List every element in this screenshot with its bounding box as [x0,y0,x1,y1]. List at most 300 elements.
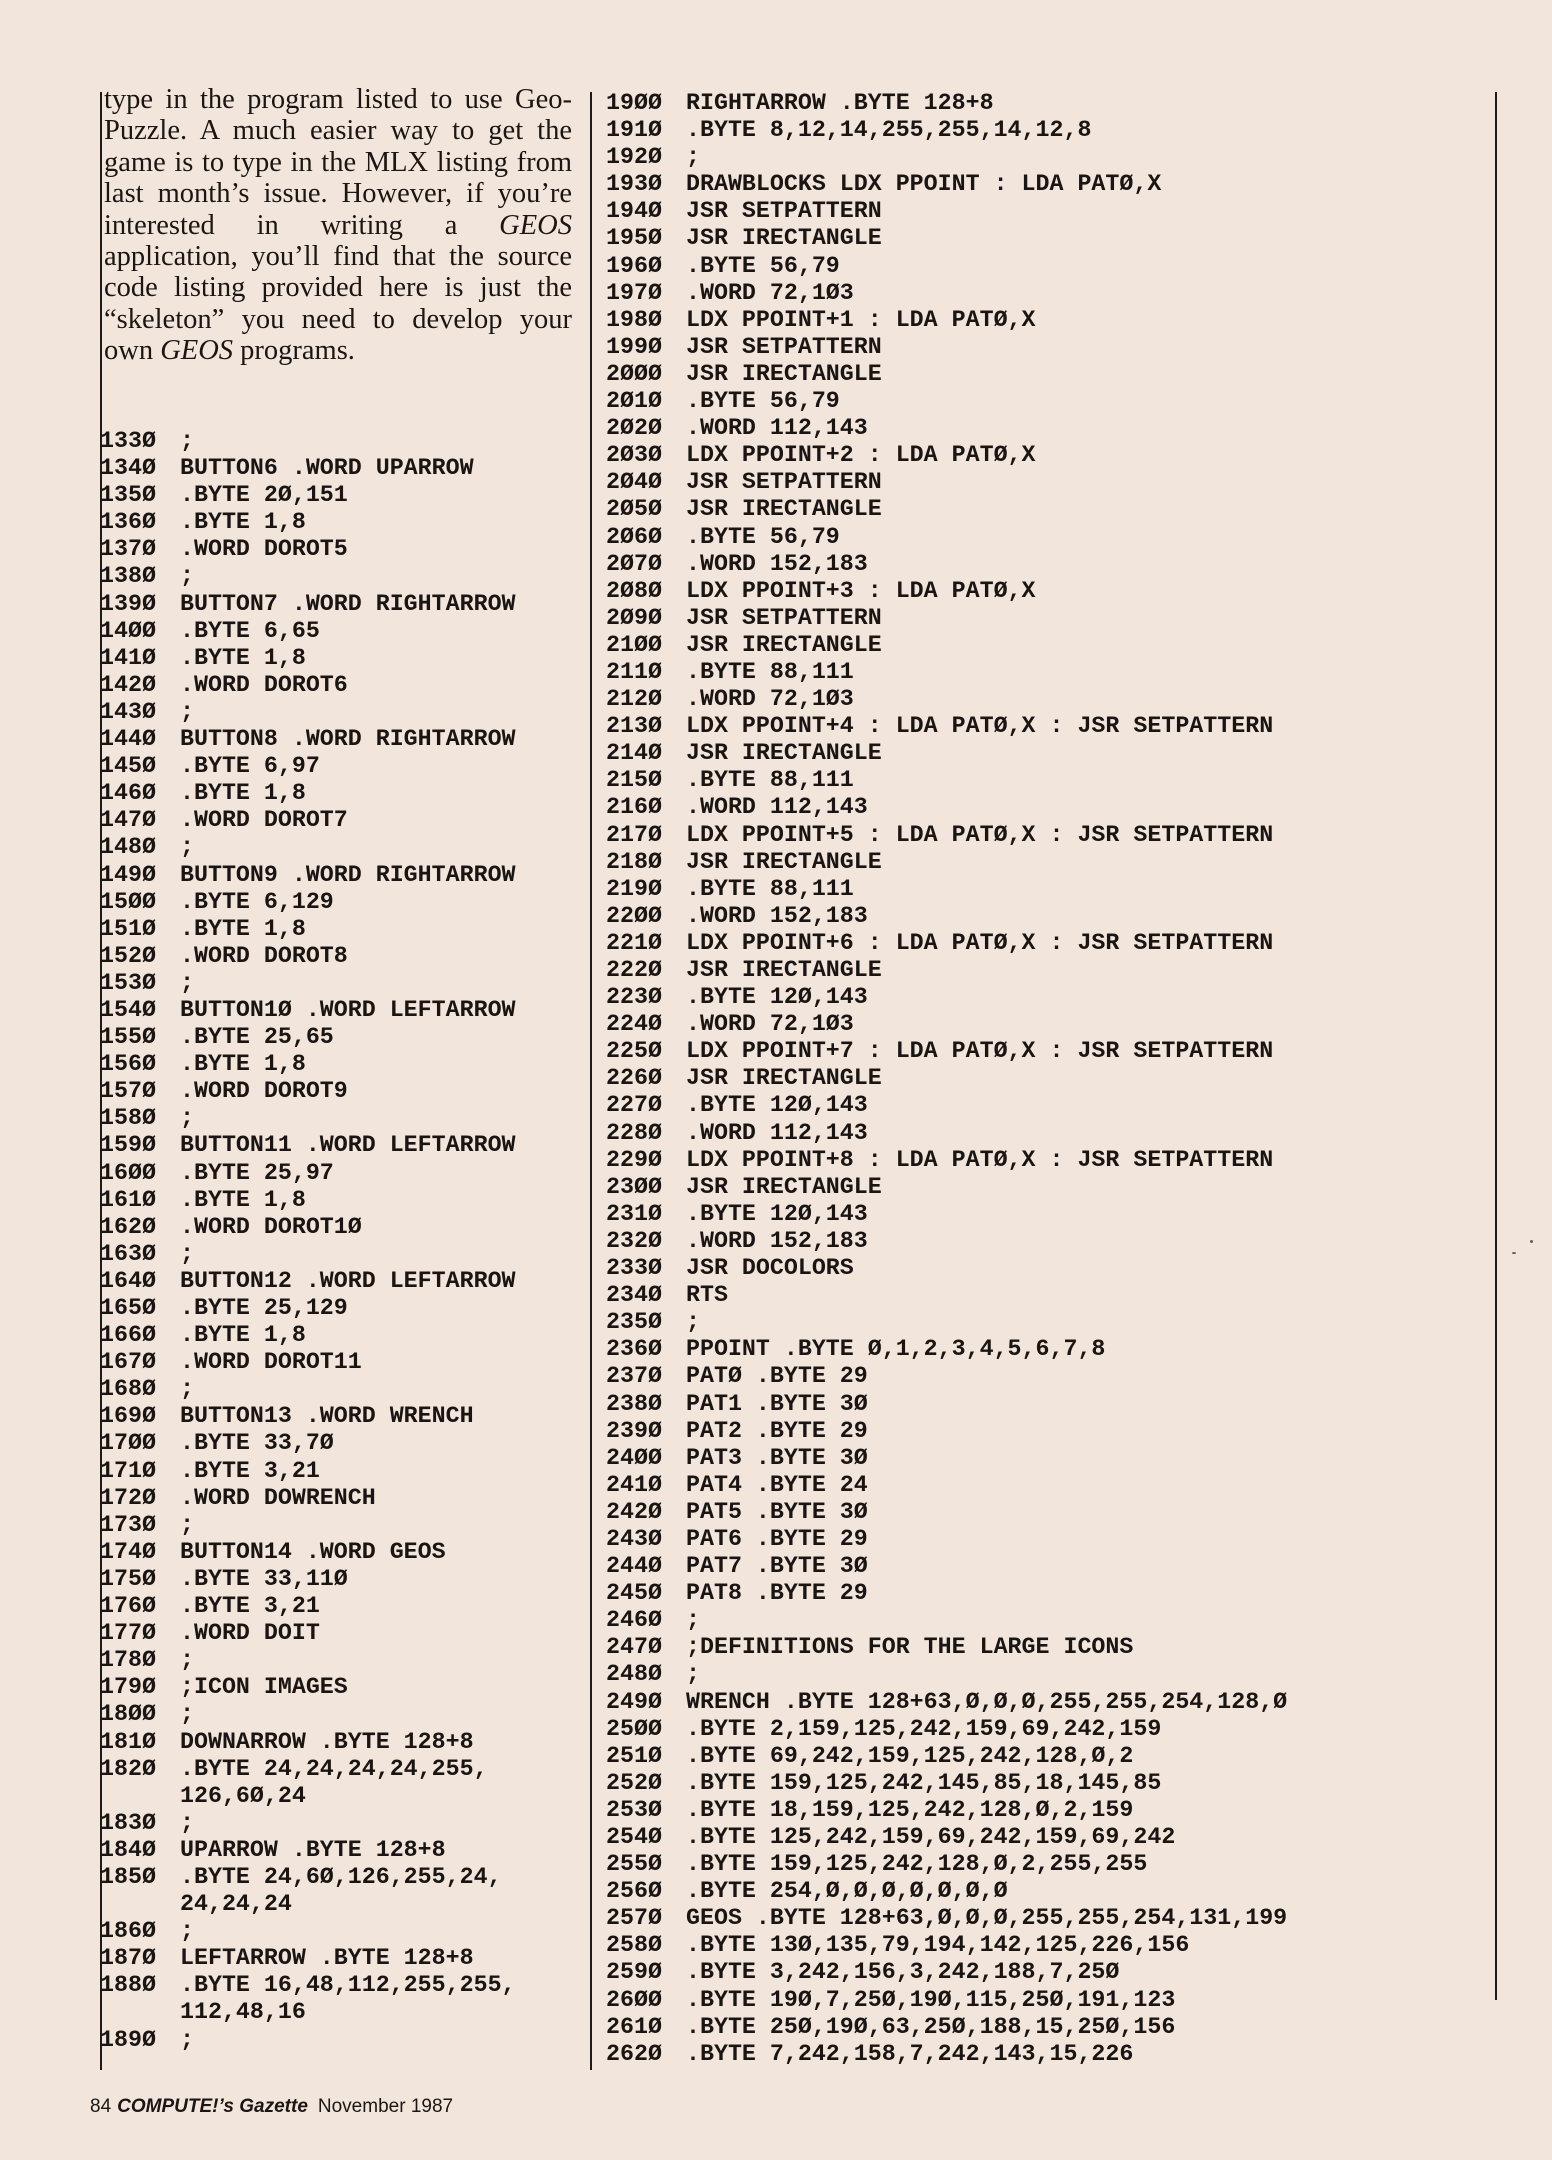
line-code: LEFTARROW .BYTE 128+8 [180,1945,474,1972]
code-line [606,1770,1486,1797]
line-code: LDX PPOINT+3 : LDA PATØ,X [686,577,1036,604]
line-number: 214Ø [606,740,662,767]
line-code: .BYTE 1,8 [180,509,306,536]
code-line [606,1905,1486,1932]
line-code: UPARROW .BYTE 128+8 [180,1836,446,1863]
line-code: PAT6 .BYTE 29 [686,1525,868,1552]
code-line [606,225,1486,252]
line-number: 175Ø [100,1565,156,1592]
code-line [100,1999,580,2026]
line-code: .WORD DOROT1Ø [180,1213,362,1240]
line-number: 226Ø [606,1065,662,1092]
code-line [606,849,1486,876]
code-listing-left [100,428,580,2054]
code-line [606,1987,1486,2014]
line-number: 222Ø [606,957,662,983]
code-line [606,1120,1486,1147]
line-code: .BYTE 2,159,125,242,159,69,242,159 [686,1715,1162,1742]
line-number: 253Ø [606,1796,662,1823]
line-code: .WORD 112,143 [686,794,868,821]
line-number: 141Ø [100,644,156,671]
line-code: ;ICON IMAGES [180,1674,348,1701]
code-line [100,807,580,834]
line-code: LDX PPOINT+7 : LDA PATØ,X : JSR SETPATTERN [686,1038,1274,1065]
line-number: 17ØØ [100,1430,156,1457]
line-number: 233Ø [606,1255,662,1282]
line-code: JSR IRECTANGLE [686,1065,882,1092]
line-number: 152Ø [100,942,156,969]
code-line [606,144,1486,171]
line-code: BUTTON9 .WORD RIGHTARROW [180,861,516,888]
line-number: 147Ø [100,807,156,834]
code-line [100,1945,580,1972]
code-line [606,1797,1486,1824]
line-code: .WORD 152,183 [686,902,868,929]
code-line [606,1065,1486,1092]
code-line [606,1228,1486,1255]
code-line [606,578,1486,605]
line-number: 15ØØ [100,888,156,915]
line-code: .WORD 72,1Ø3 [686,1011,854,1038]
code-line [100,916,580,943]
line-code: GEOS .BYTE 128+63,Ø,Ø,Ø,255,255,254,131,199 [686,1905,1288,1932]
code-line [100,834,580,861]
code-line [606,957,1486,984]
line-code: .WORD 112,143 [686,1119,868,1146]
line-code: .WORD DOIT [180,1620,320,1647]
code-line [606,903,1486,930]
code-line [606,605,1486,632]
line-code: BUTTON12 .WORD LEFTARROW [180,1267,516,1294]
line-number: 243Ø [606,1525,662,1552]
line-number: 157Ø [100,1078,156,1105]
code-line [100,1485,580,1512]
code-listing-right [606,90,1486,2068]
line-code: .BYTE 19Ø,7,25Ø,19Ø,115,25Ø,191,123 [686,1986,1176,2013]
code-line [606,280,1486,307]
code-line [606,307,1486,334]
code-line [606,1526,1486,1553]
line-number: 2Ø7Ø [606,550,662,577]
code-line [100,1729,580,1756]
line-number: 26ØØ [606,1986,662,2013]
line-code: JSR IRECTANGLE [686,496,882,523]
line-number: 244Ø [606,1553,662,1580]
code-line [606,1309,1486,1336]
code-line [100,1105,580,1132]
column-rule-right [1495,92,1497,2000]
code-line [100,753,580,780]
line-code: .BYTE 88,111 [686,658,854,685]
line-number: 166Ø [100,1322,156,1349]
code-line [606,1011,1486,1038]
code-line [606,930,1486,957]
line-number: 155Ø [100,1024,156,1051]
line-number: 254Ø [606,1824,662,1850]
line-number: 199Ø [606,333,662,360]
code-line [100,1701,580,1728]
code-line [100,1295,580,1322]
line-number [100,1999,180,2026]
line-code: WRENCH .BYTE 128+63,Ø,Ø,Ø,255,255,254,128,Ø [686,1688,1288,1715]
code-line [100,536,580,563]
code-line [606,1336,1486,1363]
code-line [606,415,1486,442]
code-line [606,1092,1486,1119]
code-line [100,1674,580,1701]
line-number: 153Ø [100,969,156,996]
code-line [606,1743,1486,1770]
paper-speck [1512,1252,1516,1254]
line-number: 249Ø [606,1688,662,1715]
line-code: ; [180,834,194,861]
code-line [100,943,580,970]
code-line [100,1132,580,1159]
line-code: .WORD 72,1Ø3 [686,686,854,713]
line-number: 235Ø [606,1309,662,1336]
line-number: 191Ø [606,117,662,144]
line-code: .WORD 112,143 [686,415,868,442]
line-code: .BYTE 88,111 [686,875,854,902]
line-number: 18ØØ [100,1701,156,1728]
code-line [606,1932,1486,1959]
line-number: 239Ø [606,1417,662,1444]
line-code: ; [686,144,700,171]
line-code: ; [180,1809,194,1836]
code-line [606,90,1486,117]
line-number: 228Ø [606,1119,662,1146]
code-line [606,876,1486,903]
code-line [606,1363,1486,1390]
page-footer [90,2096,453,2118]
line-code: JSR IRECTANGLE [686,225,882,252]
line-number: 213Ø [606,713,662,740]
line-number: 211Ø [606,658,662,685]
line-code: ; [180,1240,194,1267]
code-line [606,198,1486,225]
line-code: PATØ .BYTE 29 [686,1363,868,1390]
line-code: .WORD 72,1Ø3 [686,279,854,306]
line-code: .BYTE 1,8 [180,644,306,671]
line-code: .WORD DOROT5 [180,536,348,563]
line-code: JSR IRECTANGLE [686,957,882,983]
line-number: 165Ø [100,1295,156,1321]
intro-text-3: programs. [233,335,355,367]
line-code: .BYTE 159,125,242,145,85,18,145,85 [686,1769,1162,1796]
code-line [100,1458,580,1485]
line-number: 137Ø [100,536,156,563]
line-code: .BYTE 56,79 [686,252,840,279]
line-code: BUTTON6 .WORD UPARROW [180,455,474,482]
line-number: 194Ø [606,198,662,225]
line-number: 188Ø [100,1972,156,1999]
line-code: .BYTE 56,79 [686,388,840,415]
line-code: PAT4 .BYTE 24 [686,1471,868,1498]
line-code: .BYTE 25Ø,19Ø,63,25Ø,188,15,25Ø,156 [686,2013,1176,2040]
line-number: 256Ø [606,1878,662,1905]
code-line [606,1824,1486,1851]
code-line [606,1716,1486,1743]
line-number [100,1891,180,1918]
line-number: 258Ø [606,1932,662,1959]
issue-date: November 1987 [317,2096,454,2117]
line-code: PAT7 .BYTE 3Ø [686,1553,868,1580]
code-line [100,591,580,618]
code-line [606,1553,1486,1580]
line-code: ; [180,698,194,725]
line-code: ; [686,1607,700,1634]
code-line [606,388,1486,415]
line-code: .BYTE 3,21 [180,1457,320,1484]
line-code: .BYTE 125,242,159,69,242,159,69,242 [686,1824,1176,1850]
code-line [606,1580,1486,1607]
paper-speck [1530,1240,1533,1243]
line-code: .BYTE 33,7Ø [180,1430,334,1457]
line-code: DRAWBLOCKS LDX PPOINT : LDA PATØ,X [686,171,1162,198]
line-number: 225Ø [606,1038,662,1065]
line-number: 25ØØ [606,1715,662,1742]
line-number: 173Ø [100,1511,156,1538]
line-number: 172Ø [100,1484,156,1511]
line-code: ; [686,1309,700,1336]
line-number: 251Ø [606,1742,662,1769]
line-code: BUTTON13 .WORD WRENCH [180,1403,474,1430]
line-code: ; [180,1376,194,1403]
line-number: 2Ø6Ø [606,523,662,550]
line-number: 167Ø [100,1349,156,1376]
code-line [606,686,1486,713]
line-number: 162Ø [100,1213,156,1240]
line-code: .WORD DOROT9 [180,1078,348,1105]
line-code: PPOINT .BYTE Ø,1,2,3,4,5,6,7,8 [686,1336,1106,1363]
code-line [100,645,580,672]
line-number: 219Ø [606,875,662,902]
code-line [100,1756,580,1783]
code-line [100,1566,580,1593]
line-code: .BYTE 254,Ø,Ø,Ø,Ø,Ø,Ø,Ø [686,1878,1008,1905]
code-line [606,1499,1486,1526]
line-code: .BYTE 24,6Ø,126,255,24, [180,1863,502,1890]
line-code: .BYTE 25,129 [180,1295,348,1321]
line-code: .BYTE 8,12,14,255,255,14,12,8 [686,117,1092,144]
code-line [606,1661,1486,1688]
code-line [100,1376,580,1403]
code-line [100,672,580,699]
code-line [100,1918,580,1945]
line-code: LDX PPOINT+2 : LDA PATØ,X [686,442,1036,469]
line-number: 169Ø [100,1403,156,1430]
line-number: 246Ø [606,1607,662,1634]
code-line [606,2041,1486,2068]
code-line [606,469,1486,496]
line-number: 192Ø [606,144,662,171]
code-line [100,1349,580,1376]
code-line [606,2014,1486,2041]
line-code: .BYTE 12Ø,143 [686,1092,868,1119]
line-code: .BYTE 56,79 [686,523,840,550]
line-number: 237Ø [606,1363,662,1390]
code-line [100,889,580,916]
line-number: 196Ø [606,252,662,279]
code-line [606,1282,1486,1309]
code-line [606,767,1486,794]
line-code: JSR SETPATTERN [686,604,882,631]
line-code: BUTTON7 .WORD RIGHTARROW [180,590,516,617]
line-code: BUTTON14 .WORD GEOS [180,1538,446,1565]
line-number: 261Ø [606,2013,662,2040]
line-code: ; [180,1105,194,1132]
code-line [100,1024,580,1051]
line-number: 2ØØØ [606,360,662,387]
line-code: PAT2 .BYTE 29 [686,1417,868,1444]
line-number: 133Ø [100,428,156,454]
line-code: PAT1 .BYTE 3Ø [686,1390,868,1417]
code-line [100,1864,580,1891]
line-number: 186Ø [100,1918,156,1945]
code-line [100,1214,580,1241]
line-number: 234Ø [606,1282,662,1309]
line-code: .BYTE 6,97 [180,753,320,780]
line-code: PAT5 .BYTE 3Ø [686,1498,868,1525]
line-code: LDX PPOINT+5 : LDA PATØ,X : JSR SETPATTERN [686,821,1274,848]
code-line [606,1418,1486,1445]
code-line [606,632,1486,659]
line-code: ; [180,563,194,590]
column-rule-middle [590,92,592,2070]
line-number: 156Ø [100,1051,156,1078]
line-code: .BYTE 1,8 [180,1322,306,1349]
line-number: 149Ø [100,861,156,888]
code-line [100,1078,580,1105]
line-code: ;DEFINITIONS FOR THE LARGE ICONS [686,1634,1134,1661]
intro-paragraph [104,84,572,367]
line-number: 224Ø [606,1011,662,1038]
line-number: 247Ø [606,1634,662,1661]
line-code: ; [686,1661,700,1688]
code-line [606,1634,1486,1661]
line-number: 138Ø [100,563,156,590]
line-code: JSR IRECTANGLE [686,631,882,658]
magazine-name: COMPUTE!’s Gazette [117,2096,308,2117]
line-number: 176Ø [100,1593,156,1620]
code-line [100,1539,580,1566]
code-line [606,524,1486,551]
line-code: .BYTE 1,8 [180,1186,306,1213]
line-number: 257Ø [606,1905,662,1932]
intro-text-2: application, you’ll find that the source code listing provided here is just the “skeleton” you need to develop your own [104,241,572,367]
line-code: RIGHTARROW .BYTE 128+8 [686,90,994,116]
line-code: .BYTE 2Ø,151 [180,482,348,509]
code-line [606,334,1486,361]
line-code: LDX PPOINT+4 : LDA PATØ,X : JSR SETPATTERN [686,713,1274,740]
line-number: 136Ø [100,509,156,536]
line-number: 159Ø [100,1132,156,1159]
code-line [100,1187,580,1214]
code-line [606,1472,1486,1499]
code-line [606,1038,1486,1065]
code-line [100,1241,580,1268]
line-number: 198Ø [606,306,662,333]
code-line [606,1255,1486,1282]
line-code: .BYTE 1,8 [180,780,306,807]
code-line [606,117,1486,144]
code-line [606,442,1486,469]
code-line [606,1201,1486,1228]
code-line [606,1878,1486,1905]
line-code: .BYTE 1,8 [180,1051,306,1078]
line-code: .BYTE 12Ø,143 [686,1200,868,1227]
line-code: LDX PPOINT+6 : LDA PATØ,X : JSR SETPATTERN [686,929,1274,956]
code-line [606,713,1486,740]
line-number: 195Ø [606,225,662,252]
line-number: 2Ø4Ø [606,469,662,496]
line-code: 24,24,24 [180,1891,292,1918]
line-code: .BYTE 25,97 [180,1159,334,1186]
line-number: 231Ø [606,1200,662,1227]
line-number: 135Ø [100,482,156,509]
code-line [100,1620,580,1647]
line-code: ; [180,969,194,996]
code-line [100,1160,580,1187]
line-number: 232Ø [606,1227,662,1254]
code-line [100,699,580,726]
line-number: 2Ø1Ø [606,388,662,415]
line-code: ; [180,2026,194,2053]
line-code: ; [180,1701,194,1728]
line-number: 245Ø [606,1580,662,1607]
line-number: 22ØØ [606,902,662,929]
code-line [100,1593,580,1620]
line-code: .BYTE 24,24,24,24,255, [180,1755,488,1782]
line-number: 16ØØ [100,1159,156,1186]
line-number: 168Ø [100,1376,156,1403]
line-number: 151Ø [100,915,156,942]
line-code: ; [180,1918,194,1945]
code-line [100,563,580,590]
line-code: .BYTE 12Ø,143 [686,984,868,1011]
line-number: 189Ø [100,2026,156,2053]
line-code: .BYTE 13Ø,135,79,194,142,125,226,156 [686,1932,1190,1959]
code-line [606,1959,1486,1986]
line-code: .WORD DOROT6 [180,671,348,698]
line-number: 212Ø [606,686,662,713]
code-line [606,361,1486,388]
line-code: .BYTE 88,111 [686,767,854,794]
line-number: 259Ø [606,1959,662,1986]
line-code: JSR SETPATTERN [686,198,882,225]
intro-emphasis-1: GEOS [499,209,572,241]
code-line [100,509,580,536]
code-line [606,984,1486,1011]
line-code: RTS [686,1282,728,1309]
line-number: 238Ø [606,1390,662,1417]
line-number: 139Ø [100,590,156,617]
line-code: .BYTE 69,242,159,125,242,128,Ø,2 [686,1742,1134,1769]
line-code: JSR IRECTANGLE [686,360,882,387]
line-code: JSR DOCOLORS [686,1255,854,1282]
line-number: 178Ø [100,1647,156,1674]
line-number: 236Ø [606,1336,662,1363]
line-code: JSR SETPATTERN [686,333,882,360]
code-line [100,455,580,482]
code-line [100,997,580,1024]
code-line [606,1174,1486,1201]
code-line [606,253,1486,280]
line-code: .BYTE 1,8 [180,915,306,942]
intro-emphasis-2: GEOS [160,335,234,367]
code-line [606,1445,1486,1472]
line-number: 171Ø [100,1457,156,1484]
